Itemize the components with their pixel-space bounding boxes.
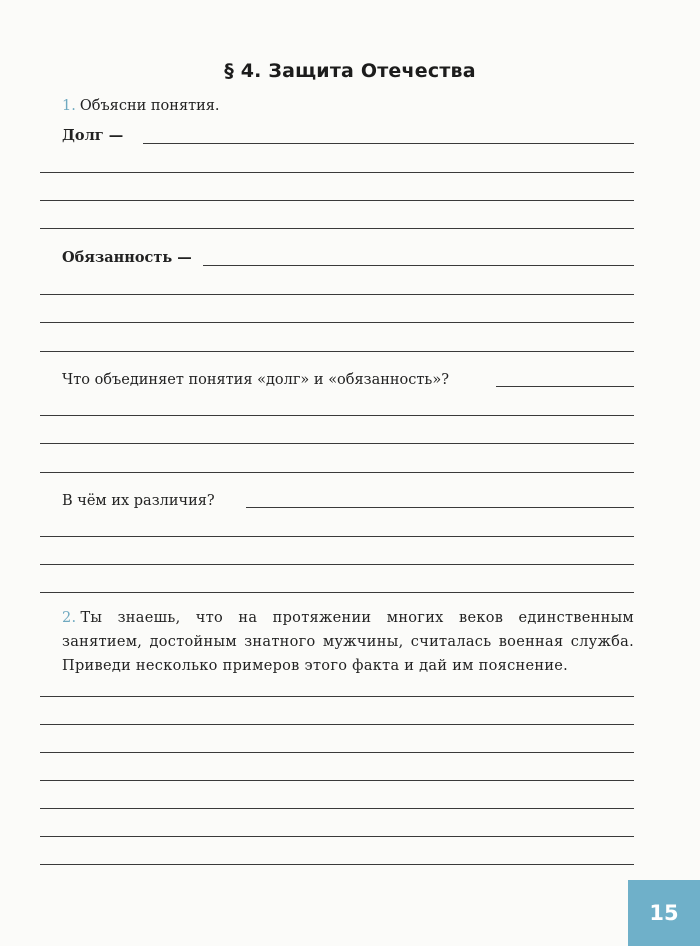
answer-line[interactable] xyxy=(40,724,634,725)
answer-line-question1[interactable] xyxy=(496,386,634,387)
answer-line[interactable] xyxy=(40,808,634,809)
answer-line[interactable] xyxy=(40,864,634,865)
answer-line[interactable] xyxy=(40,351,634,352)
answer-line[interactable] xyxy=(40,536,634,537)
answer-line[interactable] xyxy=(40,564,634,565)
answer-line[interactable] xyxy=(40,696,634,697)
answer-line[interactable] xyxy=(40,780,634,781)
answer-line[interactable] xyxy=(40,200,634,201)
answer-line[interactable] xyxy=(40,228,634,229)
answer-line-term1[interactable] xyxy=(143,143,634,144)
task1-number: 1. xyxy=(62,98,76,114)
task2-body: Ты знаешь, что на протяжении многих веков единственным занятием, достойным знатного мужчины, считалась военная служба. Приведи несколько примеров этого факта и дай им пояснение. xyxy=(62,610,634,674)
answer-line[interactable] xyxy=(40,592,634,593)
term-obyazannost-label: Обязанность — xyxy=(62,249,192,266)
answer-line[interactable] xyxy=(40,172,634,173)
page-number-badge: 15 xyxy=(628,880,700,946)
task1-heading xyxy=(62,96,220,116)
answer-line[interactable] xyxy=(40,322,634,323)
answer-line[interactable] xyxy=(40,472,634,473)
task2-text xyxy=(62,606,634,678)
question-differences: В чём их различия? xyxy=(62,493,215,509)
answer-line[interactable] xyxy=(40,294,634,295)
answer-line[interactable] xyxy=(40,443,634,444)
task2-number: 2. xyxy=(62,610,77,626)
question-common: Что объединяет понятия «долг» и «обязанность»? xyxy=(62,372,449,388)
page-title: § 4. Защита Отечества xyxy=(224,60,476,82)
term-dolg-label: Долг — xyxy=(62,127,124,144)
task1-instruction: Объясни понятия. xyxy=(79,98,220,114)
answer-line[interactable] xyxy=(40,752,634,753)
answer-line[interactable] xyxy=(40,836,634,837)
answer-line-question2[interactable] xyxy=(246,507,634,508)
answer-line[interactable] xyxy=(40,415,634,416)
answer-line-term2[interactable] xyxy=(203,265,634,266)
